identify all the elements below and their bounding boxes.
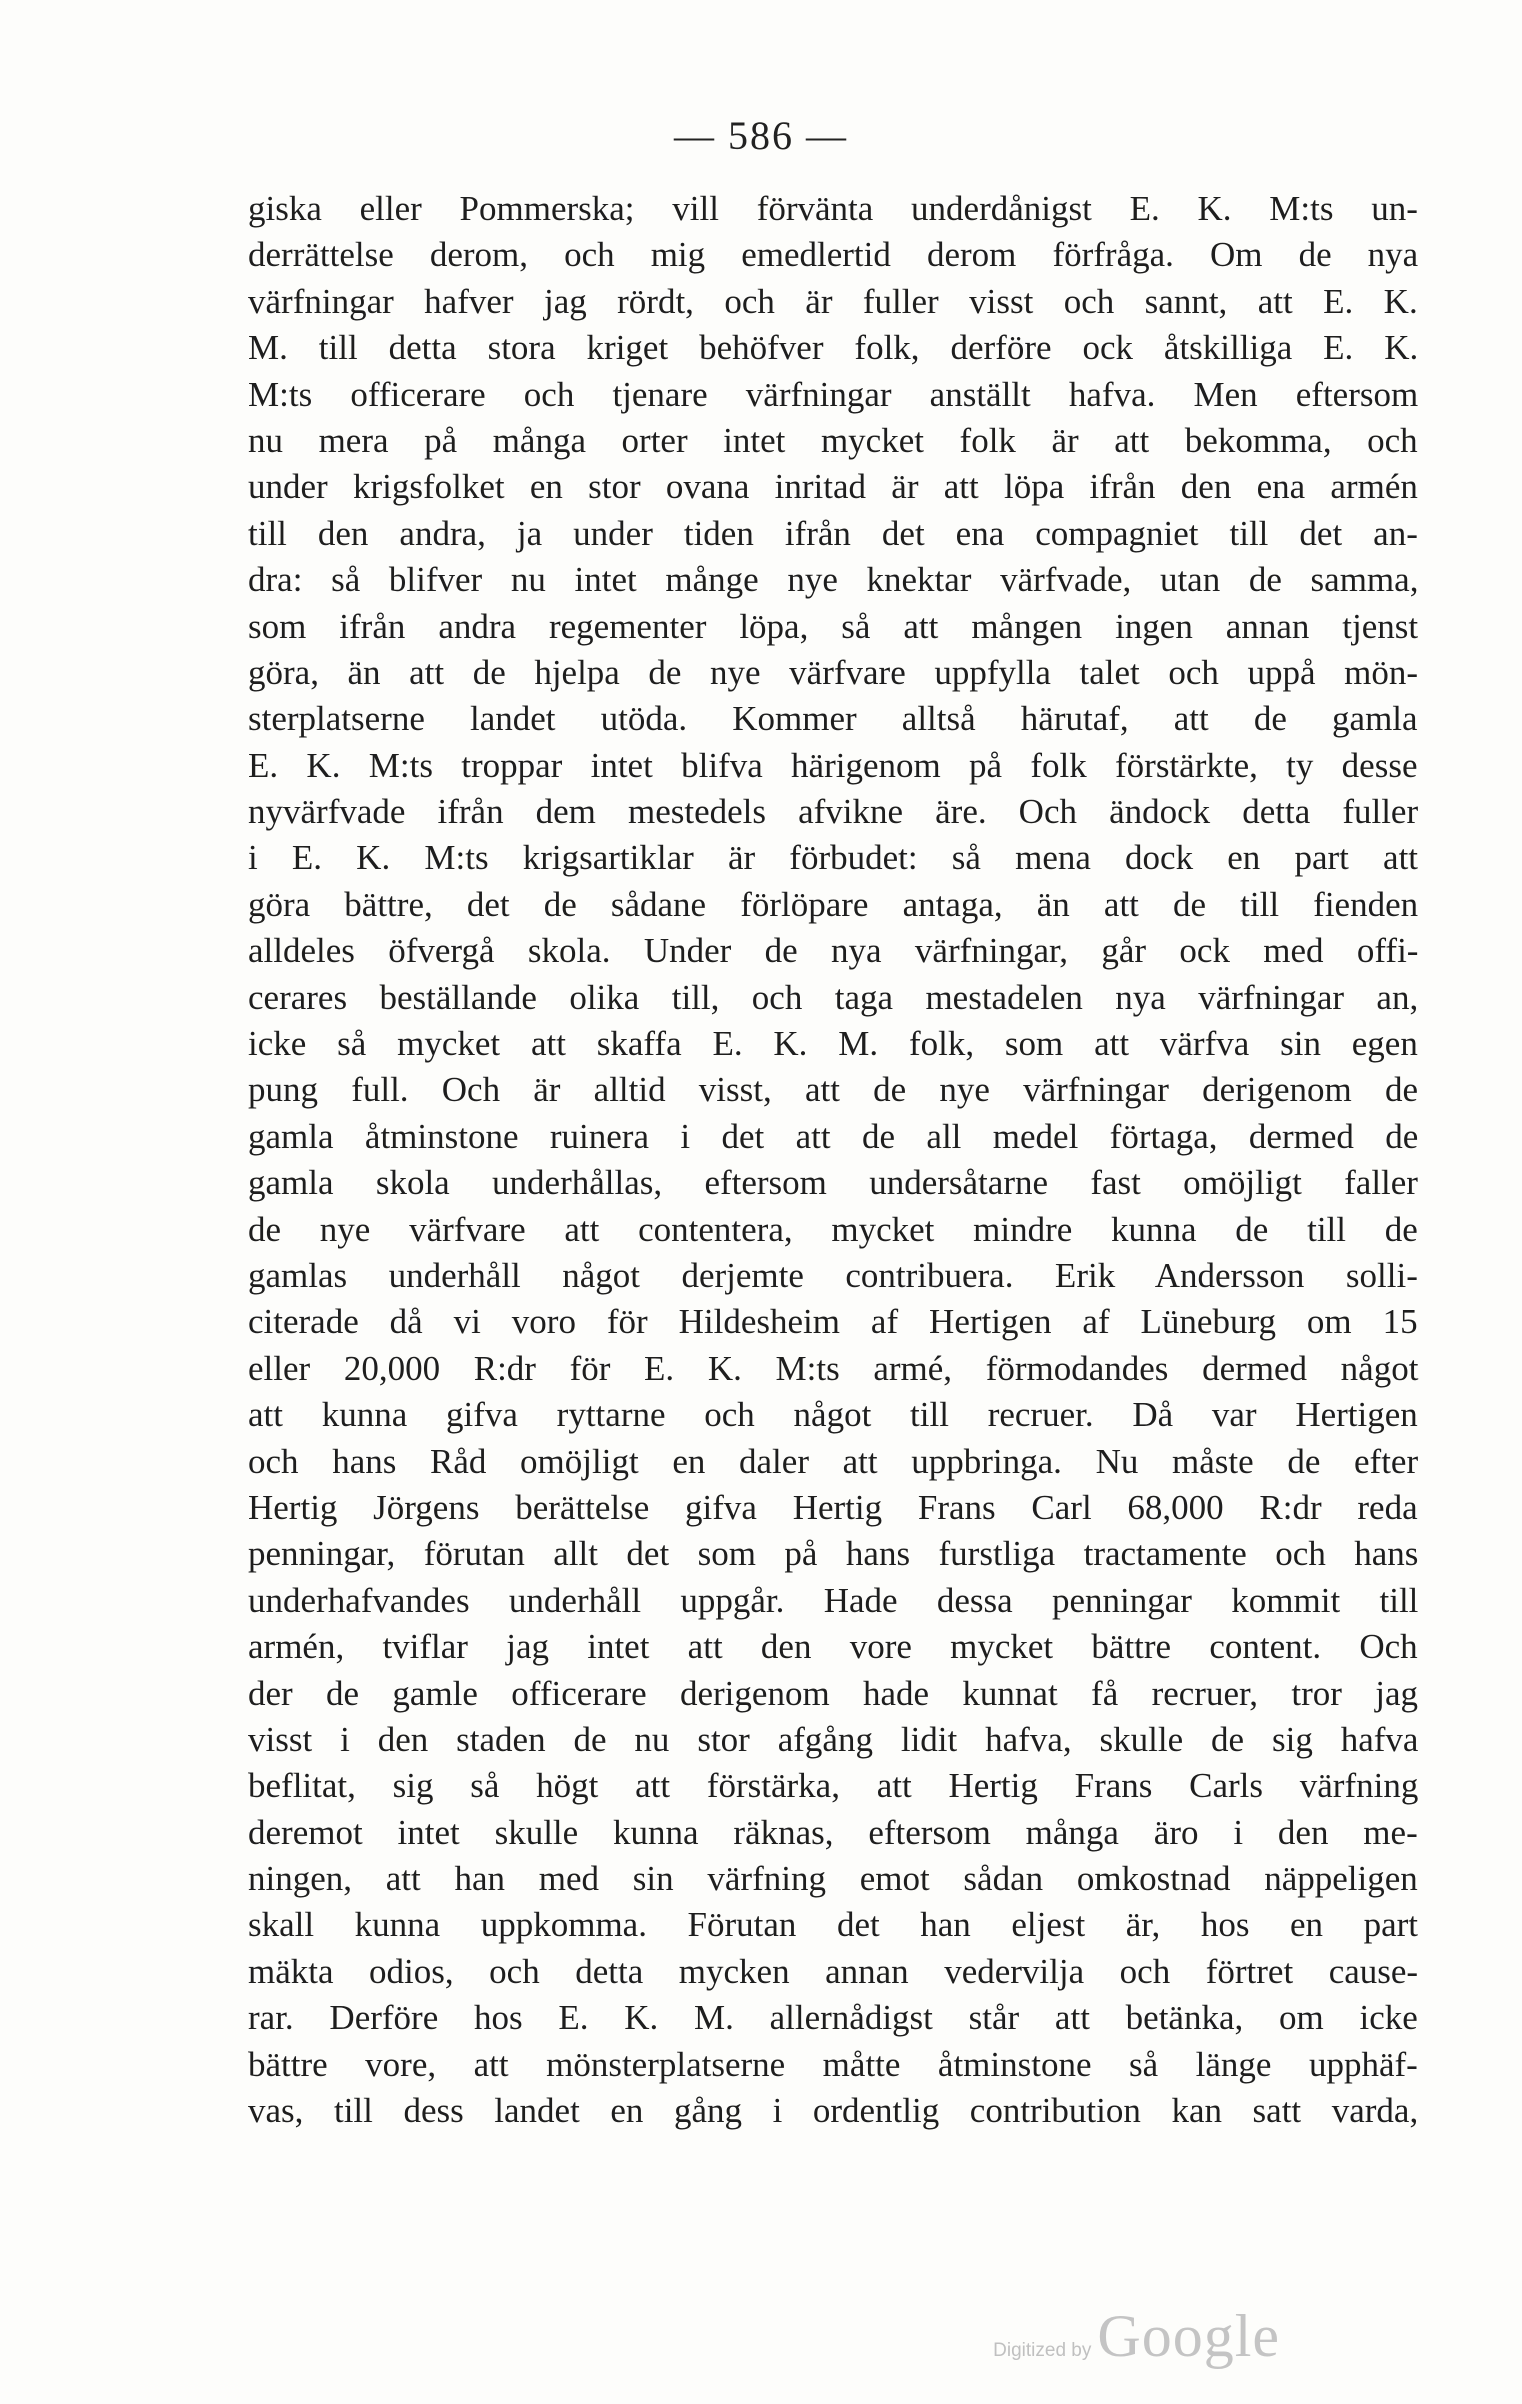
text-line: rar. Derföre hos E. K. M. allernådigst står att betänka, om icke xyxy=(248,1998,1418,2038)
text-line: göra bättre, det de sådane förlöpare antaga, än att de till fienden xyxy=(248,884,1419,924)
text-line: M. till detta stora kriget behöfver folk, derföre ock åtskilliga E. K. xyxy=(248,328,1419,368)
text-line: cerares beställande olika till, och taga mestadelen nya värfningar an, xyxy=(248,977,1419,1017)
text-line: gamla åtminstone ruinera i det att de all medel förtaga, dermed de xyxy=(248,1116,1419,1156)
text-line: och hans Råd omöjligt en daler att uppbringa. Nu måste de efter xyxy=(248,1441,1419,1481)
text-line: Hertig Jörgens berättelse gifva Hertig Frans Carl 68,000 R:dr reda xyxy=(248,1487,1418,1527)
text-line: visst i den staden de nu stor afgång lidit hafva, skulle de sig hafva xyxy=(248,1719,1419,1759)
text-line: som ifrån andra regementer löpa, så att mången ingen annan tjenst xyxy=(248,606,1419,646)
text-line: nu mera på många orter intet mycket folk är att bekomma, och xyxy=(248,420,1418,460)
text-line: penningar, förutan allt det som på hans furstliga tractamente och hans xyxy=(248,1534,1419,1574)
text-line: beflitat, sig så högt att förstärka, att Hertig Frans Carls värfning xyxy=(248,1766,1419,1806)
text-line: skall kunna uppkomma. Förutan det han eljest är, hos en part xyxy=(248,1905,1419,1945)
text-line: göra, än att de hjelpa de nye värfvare uppfylla talet och uppå mön- xyxy=(248,652,1418,692)
text-line: pung full. Och är alltid visst, att de nye värfningar derigenom de xyxy=(248,1070,1418,1110)
digitized-by-google-watermark xyxy=(993,2302,1280,2371)
text-line: nyvärfvade ifrån dem mestedels afvikne äre. Och ändock detta fuller xyxy=(248,792,1419,832)
text-line: deremot intet skulle kunna räknas, eftersom många äro i den me- xyxy=(248,1812,1418,1852)
text-line: armén, tviflar jag intet att den vore mycket bättre content. Och xyxy=(248,1627,1418,1667)
text-line: ningen, att han med sin värfning emot sådan omkostnad näppeligen xyxy=(248,1859,1418,1899)
text-line: värfningar hafver jag rördt, och är fuller visst och sannt, att E. K. xyxy=(248,281,1418,321)
text-line: mäkta odios, och detta mycken annan vedervilja och förtret cause- xyxy=(248,1951,1419,1991)
text-line: E. K. M:ts troppar intet blifva härigenom på folk förstärkte, ty desse xyxy=(248,745,1418,785)
text-line: vas, till dess landet en gång i ordentlig contribution kan satt varda, xyxy=(248,2091,1419,2131)
text-line: der de gamle officerare derigenom hade kunnat få recruer, tror jag xyxy=(248,1673,1418,1713)
text-line: dra: så blifver nu intet månge nye knektar värfvade, utan de samma, xyxy=(248,560,1419,600)
text-line: gamlas underhåll något derjemte contribuera. Erik Andersson solli- xyxy=(248,1255,1418,1295)
text-line: eller 20,000 R:dr för E. K. M:ts armé, förmodandes dermed något xyxy=(248,1348,1419,1388)
digitized-by-label: Digitized by xyxy=(993,2340,1092,2361)
text-line: de nye värfvare att contentera, mycket mindre kunna de till de xyxy=(248,1209,1418,1249)
text-line: gamla skola underhållas, eftersom undersåtarne fast omöjligt faller xyxy=(248,1163,1418,1203)
page-number: — 586 — xyxy=(674,113,848,158)
text-line: alldeles öfvergå skola. Under de nya värfningar, går ock med offi- xyxy=(248,931,1419,971)
text-line: sterplatserne landet utöda. Kommer alltså härutaf, att de gamla xyxy=(248,699,1418,739)
text-line: derrättelse derom, och mig emedlertid derom förfråga. Om de nya xyxy=(248,235,1419,275)
text-line: under krigsfolket en stor ovana inritad är att löpa ifrån den ena armén xyxy=(248,467,1418,507)
text-line: M:ts officerare och tjenare värfningar anställt hafva. Men eftersom xyxy=(248,374,1419,414)
text-line: bättre vore, att mönsterplatserne måtte åtminstone så länge upphäf- xyxy=(248,2044,1418,2084)
body-text xyxy=(248,186,1418,2134)
google-logo: Google xyxy=(1097,2303,1280,2369)
text-line: att kunna gifva ryttarne och något till recruer. Då var Hertigen xyxy=(248,1395,1418,1435)
text-line: citerade då vi voro för Hildesheim af Hertigen af Lüneburg om 15 xyxy=(248,1302,1418,1342)
text-line: giska eller Pommerska; vill förvänta underdånigst E. K. M:ts un- xyxy=(248,189,1418,228)
text-line: till den andra, ja under tiden ifrån det ena compagniet till det an- xyxy=(248,513,1418,553)
text-line: underhafvandes underhåll uppgår. Hade dessa penningar kommit till xyxy=(248,1580,1419,1620)
text-line: icke så mycket att skaffa E. K. M. folk, som att värfva sin egen xyxy=(248,1024,1418,1064)
text-line: i E. K. M:ts krigsartiklar är förbudet: så mena dock en part att xyxy=(248,838,1419,878)
